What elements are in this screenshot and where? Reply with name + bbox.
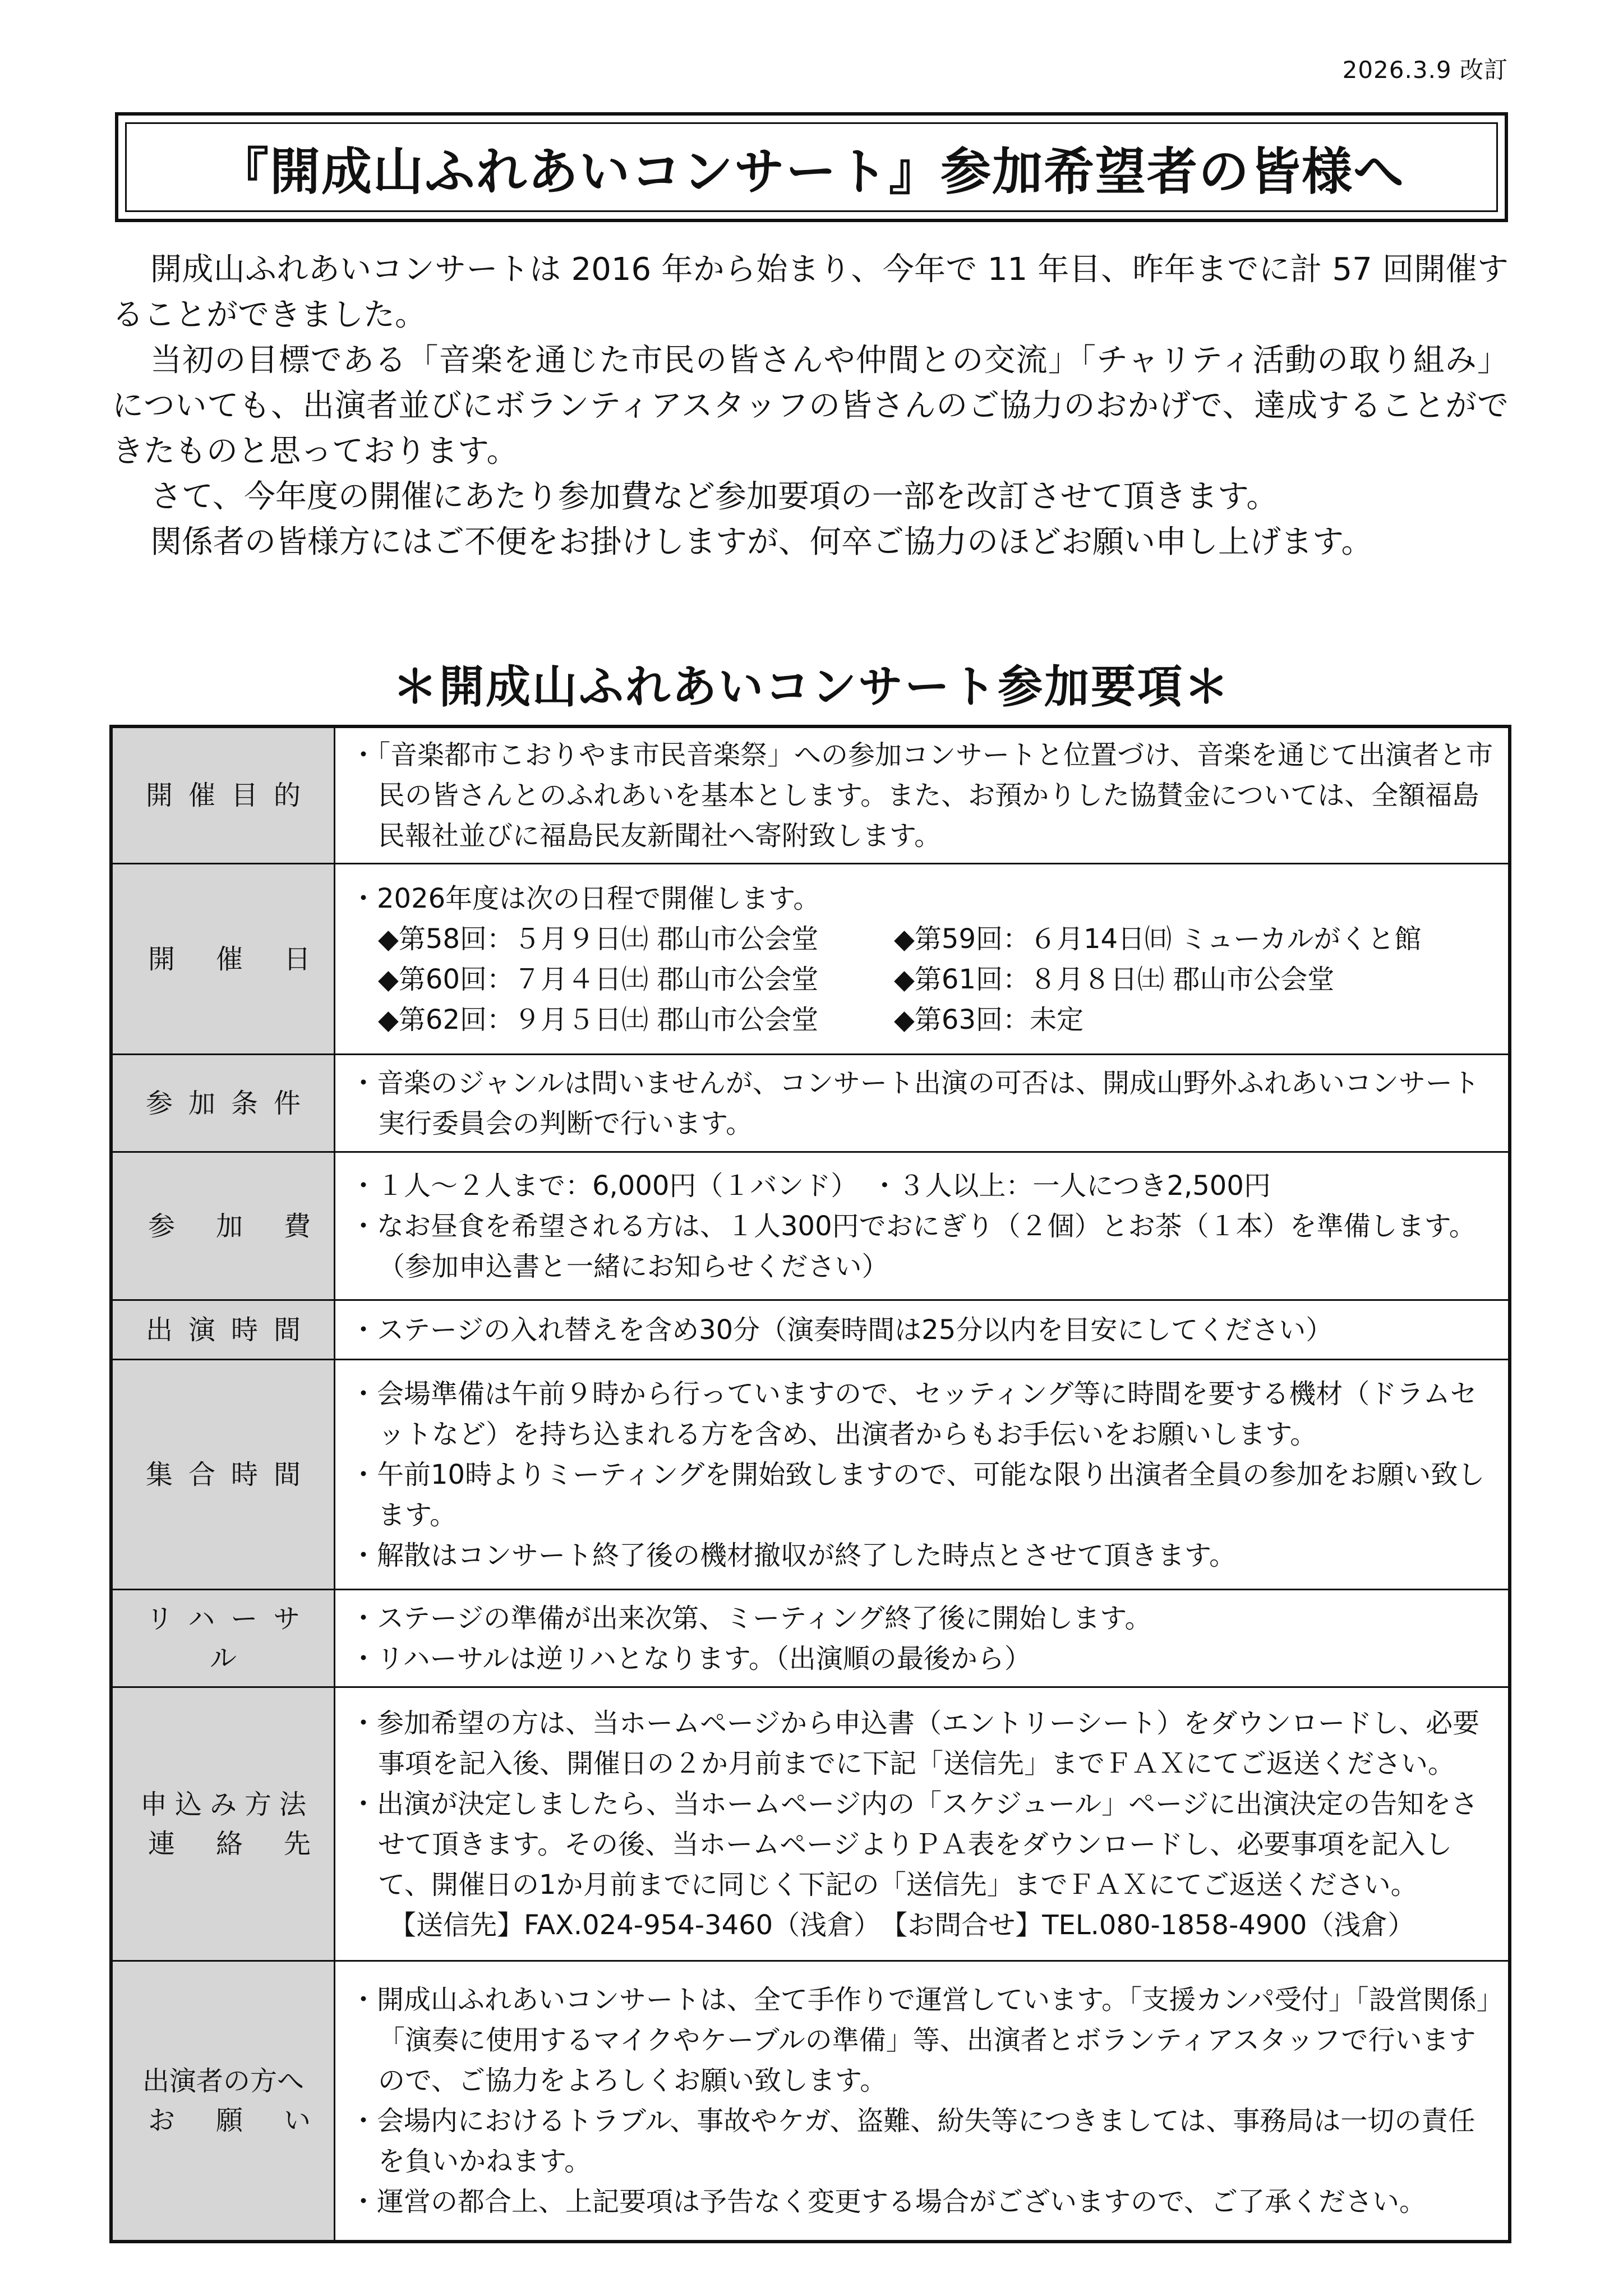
- intro-paragraph: さて、今年度の開催にあたり参加費など参加要項の一部を改訂させて頂きます。: [150, 478, 1278, 515]
- schedule-item: ◆第60回：７月４日㈯ 郡山市公会堂: [378, 963, 819, 995]
- row-content: [335, 726, 1510, 864]
- row-rehearsal: [111, 1590, 1510, 1687]
- row-label: 出演時間: [111, 1300, 335, 1360]
- row-fee: [111, 1152, 1510, 1300]
- row-apply-contact: [111, 1687, 1510, 1961]
- schedule-item: ◆第63回：未定: [894, 1004, 1083, 1036]
- schedule-item: ◆第58回：５月９日㈯ 郡山市公会堂: [378, 923, 819, 955]
- title-frame: [115, 112, 1508, 222]
- row-stage-time: [111, 1300, 1510, 1360]
- contact-line: 【送信先】FAX.024-954-3460（浅倉） 【お問合せ】TEL.080-1858-4900（浅倉）: [389, 1909, 1415, 1941]
- purpose-text: ・「音楽都市こおりやま市民音楽祭」への参加コンサートと位置づけ、音楽を通じて出演者と市民の皆さんとのふれあいを基本とします。また、お預かりした協賛金については、全額福島民報社並びに福島民友新聞社へ寄附致します。: [350, 739, 1493, 852]
- row-content: [335, 1152, 1510, 1300]
- conditions-text: ・音楽のジャンルは問いませんが、コンサート出演の可否は、開成山野外ふれあいコンサート実行委員会の判断で行います。: [350, 1067, 1479, 1139]
- row-label: リハーサル: [111, 1590, 335, 1687]
- row-label: 参加条件: [111, 1055, 335, 1152]
- request-text: ・運営の都合上、上記要項は予告なく変更する場合がございますので、ご了承ください。: [350, 2185, 1427, 2217]
- request-text: ・開成山ふれあいコンサートは、全て手作りで運営しています。「支援カンパ受付」「設営関係」「演奏に使用するマイクやケーブルの準備」等、出演者とボランティアスタッフで行いますので、ご協力をよろしくお願い致します。: [350, 1984, 1490, 2096]
- schedule-line: [350, 1000, 1497, 1040]
- schedule-line: [350, 919, 1497, 959]
- row-label: 集合時間: [111, 1360, 335, 1590]
- row-assembly: [111, 1360, 1510, 1590]
- schedule-item: ◆第61回：８月８日㈯ 郡山市公会堂: [894, 963, 1335, 995]
- apply-text: ・参加希望の方は、当ホームページから申込書（エントリーシート）をダウンロードし、必要事項を記入後、開催日の２か月前までに下記「送信先」までＦＡＸにてご返送ください。: [350, 1707, 1480, 1779]
- row-content: [335, 1687, 1510, 1961]
- row-label: 開催目的: [111, 726, 335, 864]
- rehearsal-text: ・リハーサルは逆リハとなります。（出演順の最後から）: [350, 1642, 1031, 1674]
- row-label: 出演者の方へ お 願 い: [111, 1961, 335, 2242]
- page-title: 『開成山ふれあいコンサート』参加希望者の皆様へ: [125, 122, 1498, 212]
- row-content: [335, 1055, 1510, 1152]
- assembly-text: ・会場準備は午前９時から行っていますので、セッティング等に時間を要する機材（ドラムセットなど）を持ち込まれる方を含め、出演者からもお手伝いをお願いします。: [350, 1378, 1477, 1450]
- requirements-table: [109, 725, 1511, 2243]
- rehearsal-text: ・ステージの準備が出来次第、ミーティング終了後に開始します。: [350, 1602, 1152, 1634]
- assembly-text: ・解散はコンサート終了後の機材撤収が終了した時点とさせて頂きます。: [350, 1539, 1237, 1571]
- dates-intro: ・2026年度は次の日程で開催します。: [350, 882, 820, 914]
- schedule-item: ◆第59回：６月14日㈰ ミューカルがくと館: [894, 923, 1422, 955]
- assembly-text: ・午前10時よりミーティングを開始致しますので、可能な限り出演者全員の参加をお願い致します。: [350, 1458, 1485, 1531]
- row-content: [335, 864, 1510, 1055]
- row-conditions: [111, 1055, 1510, 1152]
- row-dates: [111, 864, 1510, 1055]
- row-content: [335, 1300, 1510, 1360]
- section-title: ＊開成山ふれあいコンサート参加要項＊: [393, 661, 1230, 713]
- schedule-item: ◆第62回：９月５日㈯ 郡山市公会堂: [378, 1004, 819, 1036]
- fee-text: ・１人～２人まで：6,000円（１バンド） ・３人以上：一人につき2,500円: [350, 1170, 1271, 1202]
- row-label: 開 催 日: [111, 864, 335, 1055]
- row-purpose: [111, 726, 1510, 864]
- request-text: ・会場内におけるトラブル、事故やケガ、盗難、紛失等につきましては、事務局は一切の責任を負いかねます。: [350, 2105, 1476, 2177]
- schedule-line: [350, 959, 1497, 1000]
- fee-text: ・なお昼食を希望される方は、１人300円でおにぎり（２個）とお茶（１本）を準備します。（参加申込書と一緒にお知らせください）: [350, 1210, 1476, 1282]
- row-content: [335, 1961, 1510, 2242]
- intro-paragraph: 当初の目標である「音楽を通じた市民の皆さんや仲間との交流」「チャリティ活動の取り組み」についても、出演者並びにボランティアスタッフの皆さんのご協力のおかげで、達成することができたものと思っております。: [112, 342, 1509, 470]
- row-label: 申込み方法 連 絡 先: [111, 1687, 335, 1961]
- row-label: 参 加 費: [111, 1152, 335, 1300]
- intro-text: [112, 247, 1509, 565]
- intro-paragraph: 関係者の皆様方にはご不便をお掛けしますが、何卒ご協力のほどお願い申し上げます。: [150, 524, 1373, 560]
- row-content: [335, 1360, 1510, 1590]
- revision-date: 2026.3.9 改訂: [1342, 56, 1508, 84]
- row-content: [335, 1590, 1510, 1687]
- stage-time-text: ・ステージの入れ替えを含め30分（演奏時間は25分以内を目安にしてください）: [350, 1314, 1333, 1346]
- apply-text: ・出演が決定しましたら、当ホームページ内の「スケジュール」ページに出演決定の告知をさせて頂きます。その後、当ホームページよりＰＡ表をダウンロードし、必要事項を記入して、開催日の1か月前までに同じく下記の「送信先」までＦＡＸにてご返送ください。: [350, 1788, 1478, 1901]
- intro-paragraph: 開成山ふれあいコンサートは 2016 年から始まり、今年で 11 年目、昨年までに計 57 回開催することができました。: [112, 251, 1509, 333]
- row-request: [111, 1961, 1510, 2242]
